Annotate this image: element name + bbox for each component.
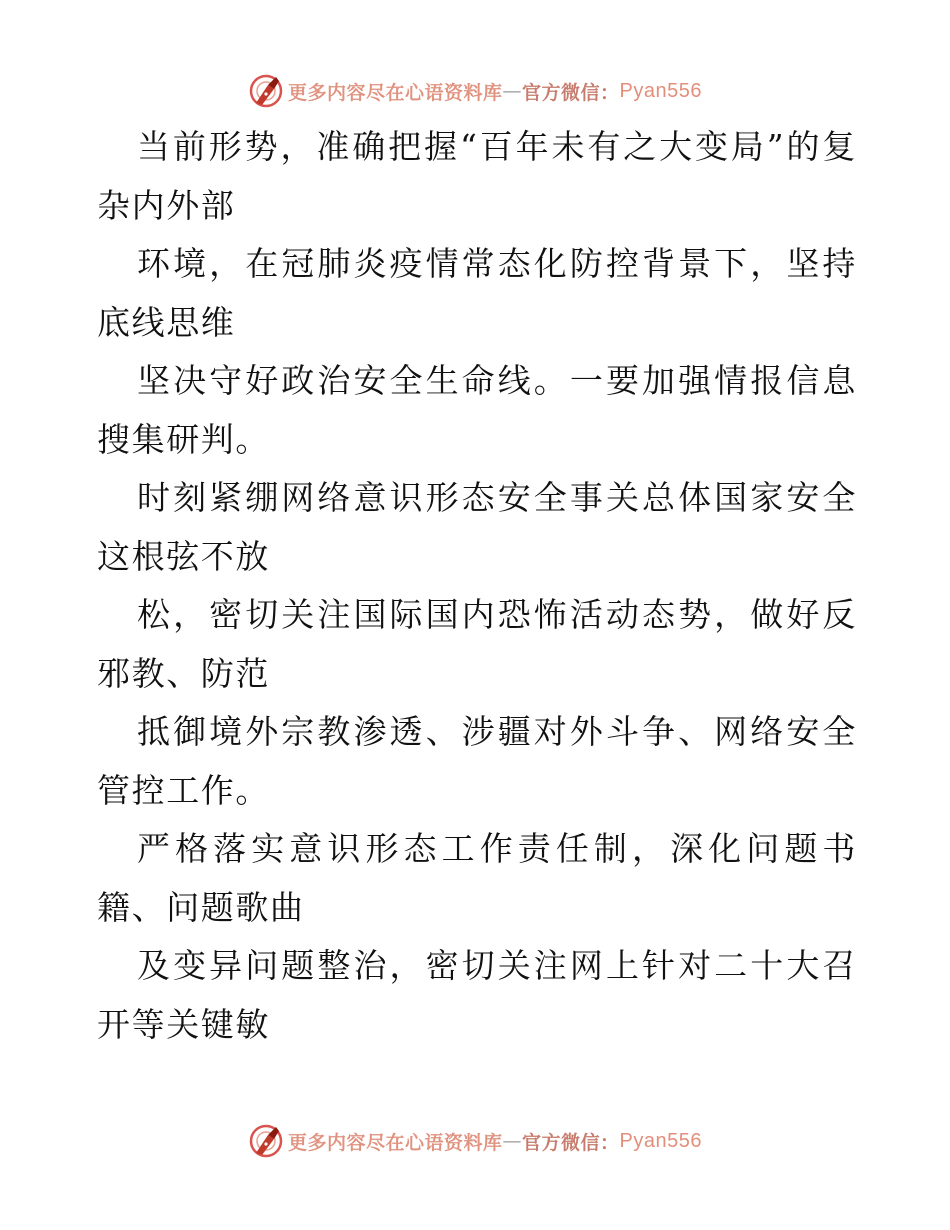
watermark-wechat-id: Pyan556 xyxy=(619,79,702,102)
watermark-main-text: 更多内容尽在心语资料库 xyxy=(288,81,503,104)
watermark-header xyxy=(0,71,950,111)
paragraph: 抵御境外宗教渗透、涉疆对外斗争、网络安全管控工作。 xyxy=(97,712,857,810)
watermark-main-text: 更多内容尽在心语资料库 xyxy=(288,1131,503,1154)
watermark-wechat-id: Pyan556 xyxy=(619,1129,702,1152)
paragraph: 松，密切关注国际国内恐怖活动态势，做好反邪教、防范 xyxy=(97,595,857,693)
paragraph: 及变异问题整治，密切关注网上针对二十大召开等关键敏 xyxy=(97,946,857,1044)
pen-nib-logo-icon xyxy=(248,73,284,109)
watermark-footer xyxy=(0,1121,950,1161)
paragraph: 当前形势，准确把握“百年未有之大变局”的复杂内外部 xyxy=(97,127,857,225)
paragraph: 坚决守好政治安全生命线。一要加强情报信息搜集研判。 xyxy=(97,361,857,459)
document-body xyxy=(97,118,857,1054)
watermark-separator: — xyxy=(502,1130,523,1152)
paragraph: 时刻紧绷网络意识形态安全事关总体国家安全这根弦不放 xyxy=(97,478,857,576)
watermark-separator: — xyxy=(502,80,523,102)
watermark-wechat-label: 官方微信： xyxy=(522,81,620,104)
paragraph: 严格落实意识形态工作责任制，深化问题书籍、问题歌曲 xyxy=(97,829,857,927)
paragraph: 环境，在冠肺炎疫情常态化防控背景下，坚持底线思维 xyxy=(97,244,857,342)
watermark-wechat-label: 官方微信： xyxy=(522,1131,620,1154)
pen-nib-logo-icon xyxy=(248,1123,284,1159)
